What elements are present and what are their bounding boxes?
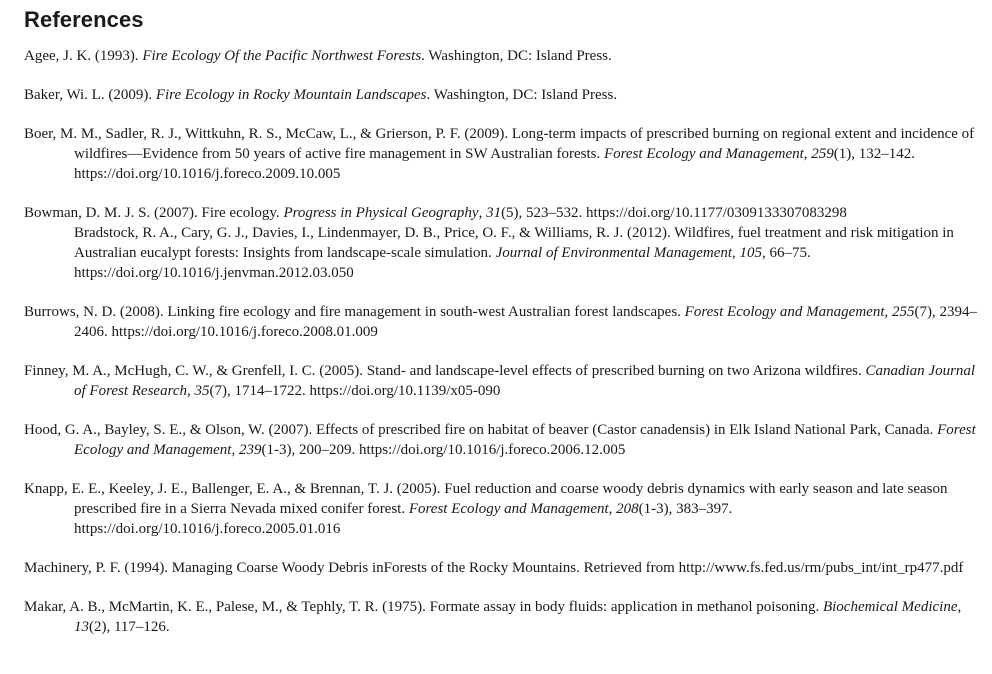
journal-volume: 105 (739, 245, 763, 261)
journal-volume: 31 (486, 205, 502, 221)
reference-publisher: . Washington, DC: Island Press. (421, 48, 612, 64)
separator: , (608, 501, 617, 517)
journal-name: Forest Ecology and Management (408, 501, 609, 517)
journal-volume: 35 (194, 383, 210, 399)
reference-text: Agee, J. K. (1993). (24, 48, 143, 64)
book-title: Fire Ecology Of the Pacific Northwest Forests (142, 48, 422, 64)
reference-text: Makar, A. B., McMartin, K. E., Palese, M., & Tephly, T. R. (1975). Formate assay in body fluids: application in methanol poisoning. (24, 599, 823, 615)
journal-volume: 208 (616, 501, 639, 517)
separator: , (957, 599, 962, 615)
book-title: Fire Ecology in Rocky Mountain Landscapes (155, 87, 427, 103)
separator: , (732, 245, 740, 261)
journal-name: Biochemical Medicine (822, 599, 958, 615)
reference-pages-doi: (1-3), 200–209. https://doi.org/10.1016/j.foreco.2006.12.005 (261, 442, 626, 458)
reference-entry (24, 420, 980, 460)
journal-name: Progress in Physical Geography (283, 205, 479, 221)
reference-pages-doi: (7), 1714–1722. https://doi.org/10.1139/x05-090 (209, 383, 501, 399)
reference-publisher: . Washington, DC: Island Press. (426, 87, 618, 103)
references-heading: References (24, 7, 144, 32)
journal-name: Forest Ecology and Management (74, 422, 976, 458)
reference-entry (24, 223, 980, 283)
reference-pages-doi: (2), 117–126. (89, 619, 170, 635)
reference-text: Machinery, P. F. (1994). Managing Coarse Woody Debris inForests of the Rocky Mountains. Retrieved from http://www.fs.fed.us/rm/pubs_int/int_rp477.pdf (24, 560, 964, 576)
reference-entry (24, 46, 980, 66)
reference-pages-doi: (1-3), 383–397. https://doi.org/10.1016/j.foreco.2005.01.016 (74, 501, 733, 537)
journal-volume: 13 (74, 619, 89, 635)
separator: , (478, 205, 487, 221)
reference-pages-doi: , 66–75. https://doi.org/10.1016/j.jenvman.2012.03.050 (74, 245, 811, 281)
reference-text: Finney, M. A., McHugh, C. W., & Grenfell, I. C. (2005). Stand- and landscape-level effects of prescribed burning on two Arizona wildfires. (24, 363, 866, 379)
reference-text: Burrows, N. D. (2008). Linking fire ecology and fire management in south-west Australian forest landscapes. (24, 304, 685, 320)
reference-entry (24, 302, 980, 342)
journal-volume: 255 (891, 304, 915, 320)
reference-pages-doi: (5), 523–532. https://doi.org/10.1177/0309133307083298 (501, 205, 847, 221)
reference-entry (24, 597, 980, 637)
reference-entry (24, 203, 980, 223)
reference-text: Knapp, E. E., Keeley, J. E., Ballenger, E. A., & Brennan, T. J. (2005). Fuel reduction and coarse woody debris dynamics with early season and late season prescribed fire in a Sierra Nevada mixed conifer forest. (24, 481, 948, 517)
reference-entry (24, 558, 980, 578)
reference-text: Hood, G. A., Bayley, S. E., & Olson, W. (2007). Effects of prescribed fire on habitat of beaver (Castor canadensis) in Elk Island National Park, Canada. (24, 422, 938, 438)
reference-text: Boer, M. M., Sadler, R. J., Wittkuhn, R. S., McCaw, L., & Grierson, P. F. (2009). Long-term impacts of prescribed burning on regional extent and incidence of wildfires—Evidence from 50 years of active fire management in SW Australian forests. (24, 126, 975, 162)
reference-entry (24, 361, 980, 401)
reference-text: Baker, Wi. L. (2009). (24, 87, 156, 103)
journal-name: Canadian Journal of Forest Research (74, 363, 976, 399)
reference-pages-doi: (7), 2394–2406. https://doi.org/10.1016/j.foreco.2008.01.009 (74, 304, 977, 340)
separator: , (187, 383, 195, 399)
reference-text: Bowman, D. M. J. S. (2007). Fire ecology. (24, 205, 284, 221)
reference-text: Bradstock, R. A., Cary, G. J., Davies, I., Lindenmayer, D. B., Price, O. F., & Williams, R. J. (2012). Wildfires, fuel treatment and risk mitigation in Australian eucalypt forests: Insights from landscape-scale simulation. (74, 225, 954, 261)
reference-entry (24, 124, 980, 184)
separator: , (231, 442, 239, 458)
reference-entry (24, 479, 980, 539)
reference-entry (24, 85, 980, 105)
separator: , (884, 304, 892, 320)
separator: , (803, 146, 812, 162)
journal-volume: 259 (811, 146, 834, 162)
journal-volume: 239 (238, 442, 262, 458)
reference-pages-doi: (1), 132–142. https://doi.org/10.1016/j.foreco.2009.10.005 (74, 146, 916, 182)
journal-name: Forest Ecology and Management (684, 304, 885, 320)
journal-name: Journal of Environmental Management (495, 245, 733, 261)
journal-name: Forest Ecology and Management (603, 146, 804, 162)
